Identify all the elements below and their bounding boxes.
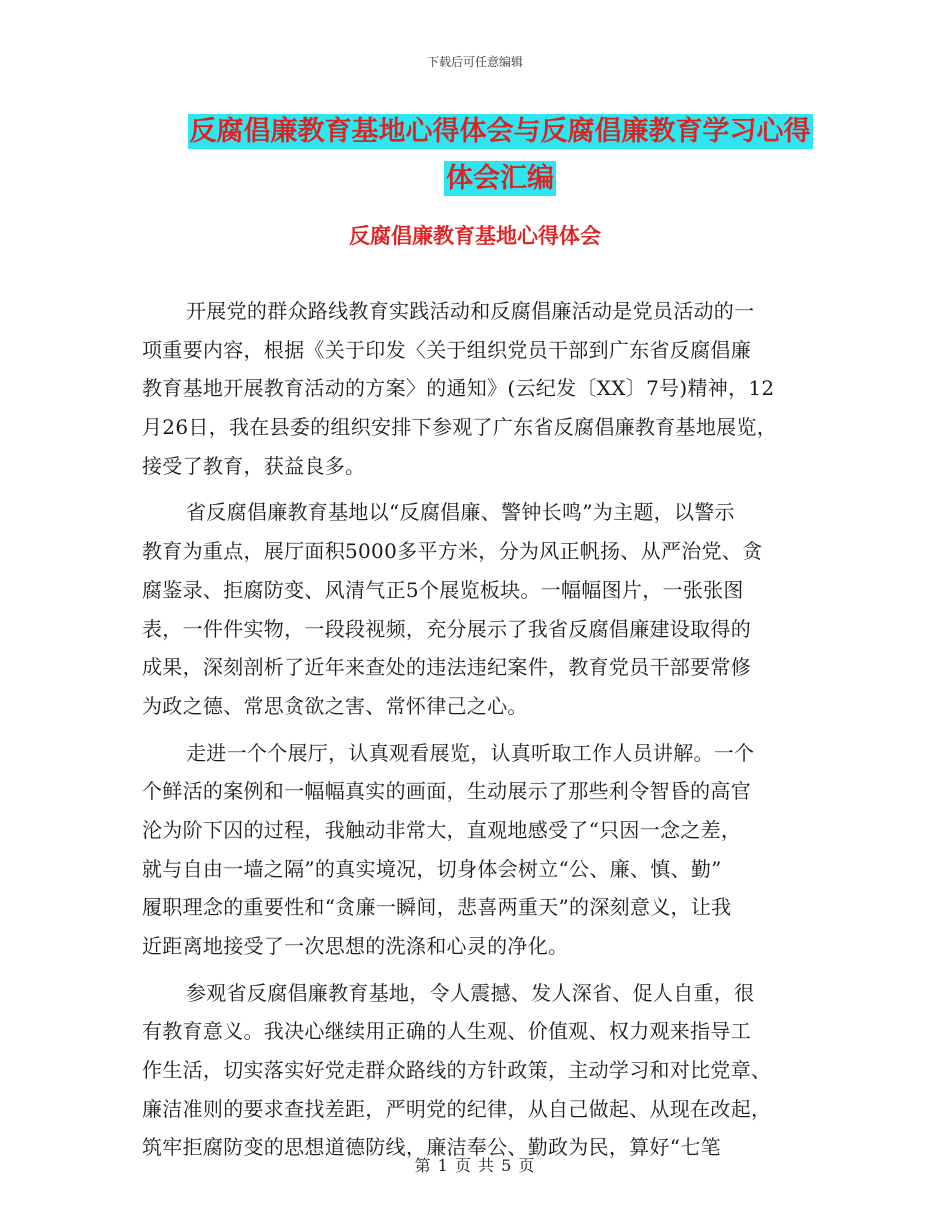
paragraph-3-line-6: 近距离地接受了一次思想的洗涤和心灵的净化。	[142, 934, 569, 958]
paragraph-2-line-1: 省反腐倡廉教育基地以“反腐倡廉、警钟长鸣”为主题，以警示	[186, 500, 735, 525]
paragraph-4-line-1: 参观省反腐倡廉教育基地，令人震撼、发人深省、促人自重，很	[186, 980, 755, 1005]
paragraph-1-line-1: 开展党的群众路线教育实践活动和反腐倡廉活动是党员活动的一	[186, 299, 755, 323]
paragraph-2-line-6: 为政之德、常思贪欲之害、常怀律己之心。	[142, 693, 528, 718]
paragraph-3-line-1: 走进一个个展厅，认真观看展览，认真听取工作人员讲解。一个	[186, 740, 755, 765]
header-note: 下载后可任意编辑	[426, 55, 523, 69]
page-footer: 第 1 页 共 5 页	[414, 1156, 536, 1175]
paragraph-2-line-3: 腐鉴录、拒腐防变、风清气正5个展览板块。一幅幅图片，一张张图	[142, 577, 744, 602]
paragraph-1-line-5: 接受了教育，获益良多。	[142, 453, 366, 478]
document-title-line-2: 体会汇编	[446, 163, 554, 194]
paragraph-3-line-4: 就与自由一墙之隔”的真实境况，切身体会树立“公、廉、慎、勤”	[142, 856, 722, 881]
document-title-line-1: 反腐倡廉教育基地心得体会与反腐倡廉教育学习心得	[189, 116, 811, 147]
paragraph-1-line-3: 教育基地开展教育活动的方案〉的通知》(云纪发〔XX〕7号)精神，12	[142, 376, 775, 401]
paragraph-3-line-2: 个鲜活的案例和一幅幅真实的画面，生动展示了那些利令智昏的高官	[142, 779, 751, 804]
paragraph-2-line-4: 表，一件件实物，一段段视频，充分展示了我省反腐倡廉建设取得的	[142, 616, 751, 641]
paragraph-1-line-4: 月26日，我在县委的组织安排下参观了广东省反腐倡廉教育基地展览，	[142, 415, 778, 440]
paragraph-2-line-2: 教育为重点，展厅面积5000多平方米，分为风正帆扬、从严治党、贪	[142, 539, 763, 564]
paragraph-3-line-3: 沦为阶下囚的过程，我触动非常大，直观地感受了“只因一念之差，	[142, 817, 742, 842]
paragraph-4-line-5: 筑牢拒腐防变的思想道德防线，廉洁奉公、勤政为民，算好“七笔	[142, 1135, 721, 1160]
document-title	[180, 108, 820, 202]
paragraph-2-line-5: 成果，深刻剖析了近年来查处的违法违纪案件，教育党员干部要常修	[142, 655, 751, 680]
paragraph-4-line-2: 有教育意义。我决心继续用正确的人生观、价值观、权力观来指导工	[142, 1019, 751, 1044]
paragraph-4-line-4: 廉洁准则的要求查找差距，严明党的纪律，从自己做起、从现在改起，	[142, 1096, 772, 1121]
paragraph-3-line-5: 履职理念的重要性和“贪廉一瞬间，悲喜两重天”的深刻意义，让我	[142, 895, 732, 920]
paragraph-1-line-2: 项重要内容，根据《关于印发〈关于组织党员干部到广东省反腐倡廉	[142, 337, 751, 362]
section-title: 反腐倡廉教育基地心得体会	[349, 224, 601, 248]
body-text	[142, 292, 814, 1167]
paragraph-4-line-3: 作生活，切实落实好党走群众路线的方针政策，主动学习和对比党章、	[142, 1058, 772, 1083]
